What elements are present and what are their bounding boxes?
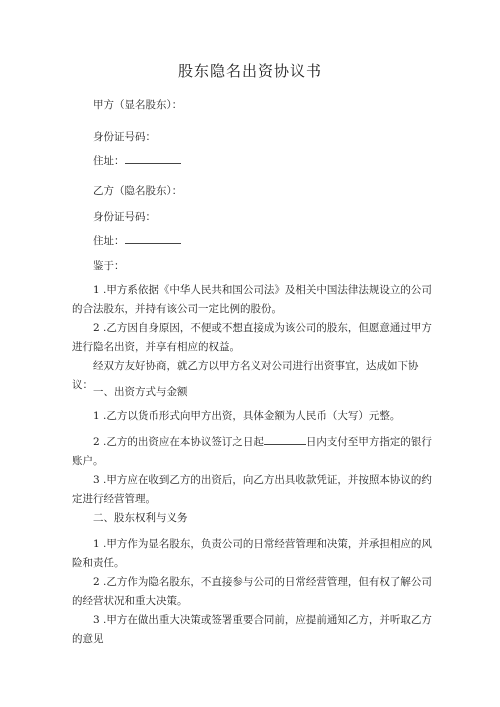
section-2-heading: 二、股东权利与义务 (93, 512, 188, 524)
party-b-address-row (72, 232, 434, 251)
party-b-label: 乙方（隐名股东）： (93, 185, 183, 197)
section-1-item-3: 3 .甲方应在收到乙方的出资后，向乙方出具收款凭证，并按照本协议的约定进行经营管理。 (72, 474, 432, 505)
party-b-address-blank (125, 232, 181, 244)
section-2-item-1: 1 .甲方作为显名股东，负责公司的日常经营管理和决策，并承担相应的风险和责任。 (72, 538, 432, 569)
party-a-address-row (72, 152, 434, 171)
document-title: 股东隐名出资协议书 (177, 62, 322, 80)
party-a-label: 甲方（显名股东）： (93, 99, 183, 111)
party-a-id-label: 身份证号码： (93, 131, 156, 143)
whereas-item-2: 2 .乙方因自身原因，不便或不想直接成为该公司的股东，但愿意通过甲方进行隐名出资，并享有相应的权益。 (72, 322, 432, 353)
section-1-item-2-pre: 2 .乙方的出资应在本协议签订之日起 (93, 436, 264, 448)
payment-days-blank (264, 433, 306, 445)
section-1-item-2 (72, 433, 434, 471)
whereas-label: 鉴于： (93, 260, 125, 272)
section-1-item-2-post: 日内支付至甲方指定的银行账户。 (72, 436, 432, 467)
party-a-address-blank (125, 152, 181, 164)
section-2-item-3: 3 .甲方在做出重大决策或签署重要合同前，应提前通知乙方，并听取乙方的意见 (72, 614, 432, 645)
section-1-item-1: 1 .乙方以货币形式向甲方出资，具体金额为人民币（大写）元整。 (93, 410, 401, 422)
agreement-intro: 经双方友好协商，就乙方以甲方名义对公司进行出资事宜，达成如下协议： (72, 360, 419, 391)
whereas-item-1: 1 .甲方系依据《中华人民共和国公司法》及相关中国法律法规设立的公司的合法股东，并持有该公司一定比例的股份。 (72, 284, 432, 315)
section-2-item-2: 2 .乙方作为隐名股东，不直接参与公司的日常经营管理，但有权了解公司的经营状况和重大决策。 (72, 576, 432, 607)
party-b-id-label: 身份证号码： (93, 211, 156, 223)
party-a-address-label: 住址： (93, 155, 125, 167)
section-1-heading: 一、出资方式与金额 (93, 386, 188, 398)
party-b-address-label: 住址： (93, 235, 125, 247)
